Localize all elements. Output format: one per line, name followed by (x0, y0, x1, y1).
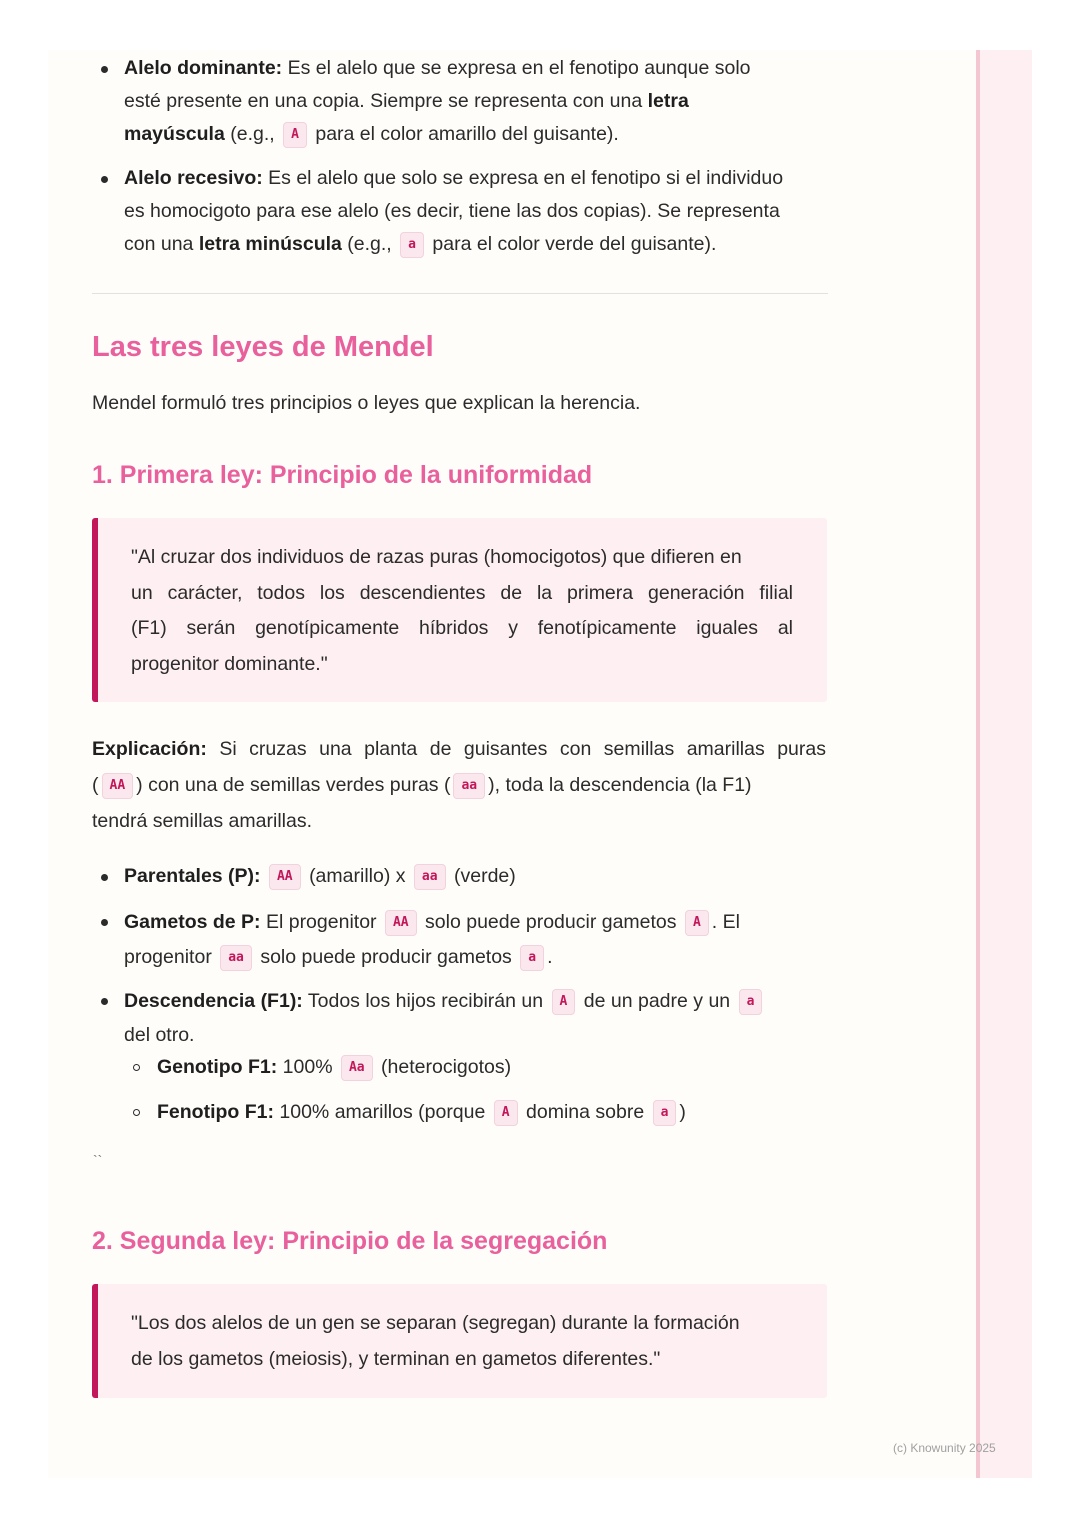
code-allele-a: a (400, 232, 424, 258)
quote-line: "Los dos alelos de un gen se separan (segregan) durante la formación (131, 1312, 740, 1334)
recessive-term: Alelo recesivo: (124, 167, 263, 189)
sub-bullet (133, 1109, 140, 1116)
code-A: A (552, 989, 576, 1015)
section-intro: Mendel formuló tres principios o leyes que explican la herencia. (92, 392, 641, 414)
dominant-bold-mayuscula: mayúscula (124, 123, 225, 145)
law2-quote (92, 1284, 827, 1398)
dominant-text-2: esté presente en una copia. Siempre se representa con una (124, 90, 648, 112)
right-margin-strip (976, 50, 1032, 1478)
code-A: A (685, 910, 709, 936)
code-aa: aa (220, 945, 252, 971)
dominant-text: Es el alelo que se expresa en el fenotipo aunque solo (282, 57, 751, 79)
gametos-text-2: solo puede producir gametos (425, 911, 677, 933)
genotipo-text-2: (heterocigotos) (381, 1056, 512, 1078)
quote-line: de los gametos (meiosis), y terminan en gametos diferentes." (131, 1347, 661, 1370)
footer-copyright: (c) Knowunity 2025 (893, 1441, 996, 1455)
genotipo-term: Genotipo F1: (157, 1056, 278, 1078)
code-AA: AA (269, 864, 301, 890)
bullet-dot (101, 66, 108, 73)
quote-line: un carácter, todos los descendientes de la primera generación filial (131, 581, 793, 604)
parentales-term: Parentales (P): (124, 865, 261, 887)
code-a: a (520, 945, 544, 971)
stray-backticks: `` (93, 1152, 103, 1168)
code-a: a (739, 989, 763, 1015)
parentales-text: (amarillo) x (309, 865, 406, 887)
quote-line: progenitor dominante." (131, 652, 328, 675)
fenotipo-term: Fenotipo F1: (157, 1101, 274, 1123)
code-Aa: Aa (341, 1055, 373, 1081)
descendencia-term: Descendencia (F1): (124, 990, 303, 1012)
explanation-text: Si cruzas una planta de guisantes con semillas amarillas puras (206, 738, 826, 760)
genotipo-text: 100% (277, 1056, 333, 1078)
quote-line: "Al cruzar dos individuos de razas puras (homocigotos) que difieren en (131, 546, 742, 568)
descendencia-text-3: del otro. (124, 1024, 195, 1046)
parentales-text-2: (verde) (454, 865, 516, 887)
gametos-text-3: . El (711, 911, 740, 933)
fenotipo-text-2: domina sobre (526, 1101, 645, 1123)
sub-bullet (133, 1064, 140, 1071)
dominant-text-4: para el color amarillo del guisante). (315, 123, 619, 145)
dominant-bold-letra: letra (647, 90, 689, 112)
fenotipo-text-3: ) (679, 1101, 686, 1123)
gametos-item (124, 905, 740, 975)
section-title: Las tres leyes de Mendel (92, 331, 434, 363)
code-A: A (494, 1100, 518, 1126)
explanation-end: ), toda la descendencia (la F1) (488, 774, 752, 796)
code-aa: aa (414, 864, 446, 890)
quote-line: (F1) serán genotípicamente híbridos y fenotípicamente iguales al (131, 617, 793, 639)
law1-quote (92, 518, 827, 702)
genotipo-item (157, 1051, 511, 1084)
gametos-text-5: solo puede producir gametos (260, 946, 512, 968)
law1-title: 1. Primera ley: Principio de la uniformidad (92, 461, 593, 489)
code-AA: AA (385, 910, 417, 936)
fenotipo-item (157, 1096, 686, 1129)
gametos-text: El progenitor (260, 911, 377, 933)
explanation (92, 731, 826, 839)
bullet-dot (101, 998, 108, 1005)
recessive-bold: letra minúscula (198, 233, 342, 255)
recessive-text-4: (e.g., (341, 233, 392, 255)
code-aa: aa (453, 773, 485, 799)
gametos-term: Gametos de P: (124, 911, 261, 933)
explanation-label: Explicación: (92, 738, 207, 760)
bullet-dot (101, 874, 108, 881)
explanation-mid: ) con una de semillas verdes puras ( (136, 774, 451, 796)
recessive-text-2: es homocigoto para ese alelo (es decir, tiene las dos copias). Se representa (124, 200, 780, 222)
descendencia-text-2: de un padre y un (583, 990, 731, 1012)
recessive-text-5: para el color verde del guisante). (432, 233, 717, 255)
descendencia-item (124, 984, 765, 1052)
gametos-text-4: progenitor (124, 946, 212, 968)
recessive-text-3: con una (124, 233, 199, 255)
bullet-dot (101, 919, 108, 926)
code-allele-A: A (283, 122, 307, 148)
paren: ( (92, 774, 99, 796)
code-AA: AA (102, 773, 134, 799)
parentales-item (124, 860, 516, 893)
explanation-line-3: tendrá semillas amarillas. (92, 810, 312, 832)
descendencia-text: Todos los hijos recibirán un (302, 990, 544, 1012)
gametos-text-6: . (547, 946, 553, 968)
divider (92, 293, 828, 294)
bullet-dot (101, 176, 108, 183)
recessive-text: Es el alelo que solo se expresa en el fenotipo si el individuo (262, 167, 784, 189)
fenotipo-text: 100% amarillos (porque (273, 1101, 486, 1123)
dominant-text-3: (e.g., (224, 123, 275, 145)
dominant-term: Alelo dominante: (124, 57, 283, 79)
law2-title: 2. Segunda ley: Principio de la segregación (92, 1227, 608, 1255)
code-a: a (653, 1100, 677, 1126)
